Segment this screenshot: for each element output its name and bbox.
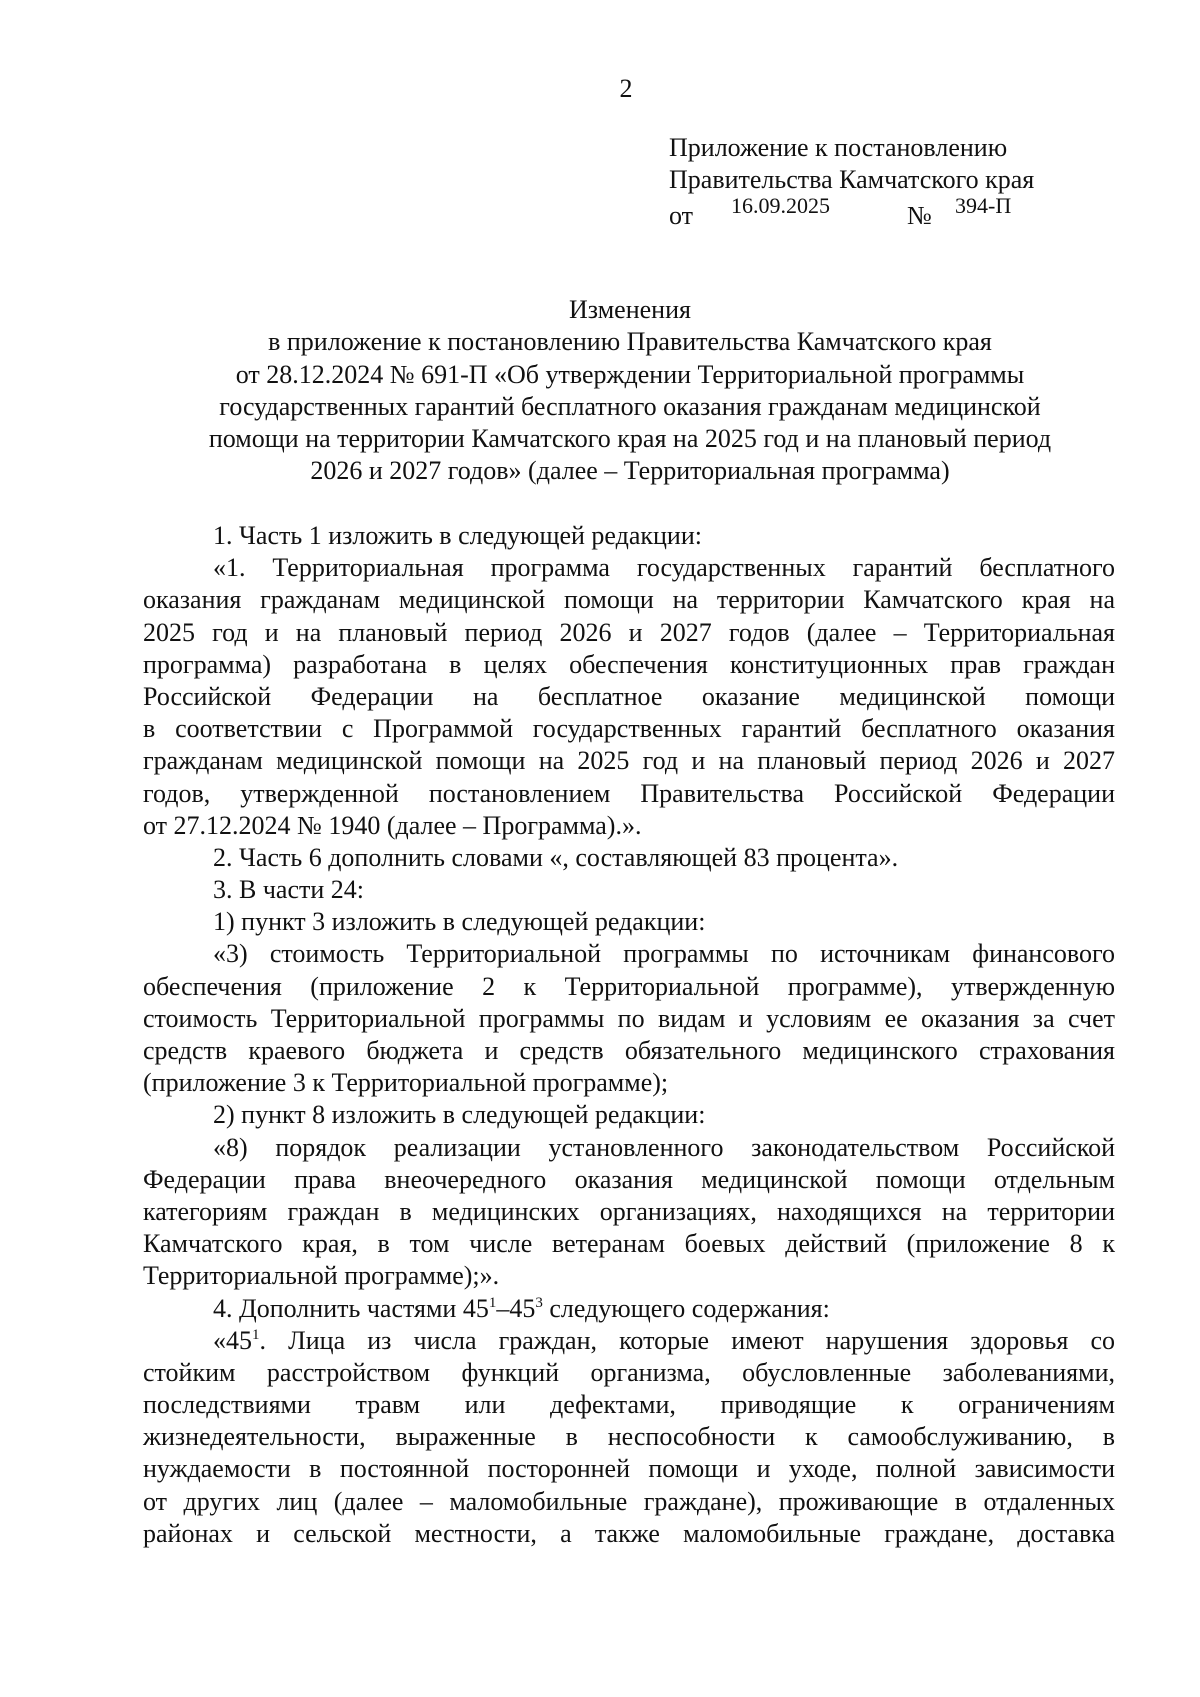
title-line: в приложение к постановлению Правительства Камчатского края — [268, 327, 992, 357]
body-line — [143, 1325, 1115, 1357]
body-line: Территориальной программе);». — [143, 1261, 500, 1291]
text-run: следующего содержания: — [542, 1293, 830, 1323]
superscript: 1 — [488, 1294, 497, 1311]
body-line — [143, 1293, 1115, 1325]
body-line: 1. Часть 1 изложить в следующей редакции: — [213, 521, 702, 550]
approval-block — [669, 132, 1149, 230]
text-run: «45 — [213, 1325, 252, 1355]
title-line: 2026 и 2027 годов» (далее – Территориальная программа) — [310, 456, 950, 486]
body-line: районах и сельской местности, а также маломобильные граждане, доставка — [143, 1518, 1115, 1548]
body-line: «8) порядок реализации установленного законодательством Российской — [213, 1132, 1115, 1162]
title-line: государственных гарантий бесплатного оказания гражданам медицинской — [219, 391, 1041, 421]
title-line: Изменения — [569, 295, 691, 324]
body-line: гражданам медицинской помощи на 2025 год и на плановый период 2026 и 2027 — [143, 746, 1115, 776]
approval-number-sign: № — [907, 201, 932, 230]
body-line: стоимость Территориальной программы по видам и условиям ее оказания за счет — [143, 1003, 1115, 1033]
body-line: от других лиц (далее – маломобильные граждане), проживающие в отдаленных — [143, 1486, 1115, 1516]
document-body — [143, 520, 1115, 1550]
body-line: обеспечения (приложение 2 к Территориальной программе), утвержденную — [143, 971, 1115, 1001]
title-line: от 28.12.2024 № 691-П «Об утверждении Территориальной программы — [235, 359, 1025, 389]
body-line: средств краевого бюджета и средств обязательного медицинского страхования — [143, 1036, 1115, 1065]
body-line: 2) пункт 8 изложить в следующей редакции: — [213, 1100, 706, 1130]
body-line: от 27.12.2024 № 1940 (далее – Программа).». — [143, 810, 642, 840]
approval-date-row — [669, 193, 1149, 230]
superscript: 1 — [252, 1326, 260, 1343]
body-line: Камчатского края, в том числе ветеранам боевых действий (приложение 8 к — [143, 1229, 1115, 1259]
text-run: . Лица из числа граждан, которые имеют нарушения здоровья со — [259, 1325, 1115, 1355]
body-line: жизнедеятельности, выраженные в неспособности к самообслуживанию, в — [143, 1422, 1115, 1452]
body-line: 1) пункт 3 изложить в следующей редакции: — [213, 907, 706, 937]
title-line: помощи на территории Камчатского края на 2025 год и на плановый период — [208, 424, 1052, 454]
body-line: оказания гражданам медицинской помощи на территории Камчатского края на — [143, 585, 1115, 615]
body-line: стойким расстройством функций организма, обусловленные заболеваниями, — [143, 1357, 1115, 1387]
body-line: 3. В части 24: — [213, 875, 364, 905]
body-line: категориям граждан в медицинских организациях, находящихся на территории — [143, 1196, 1115, 1226]
body-line: 2025 год и на плановый период 2026 и 2027 годов (далее – Территориальная — [143, 617, 1115, 647]
approval-line-2: Правительства Камчатского края — [669, 165, 1035, 194]
approval-number: 394-П — [955, 193, 1012, 218]
body-line: 2. Часть 6 дополнить словами «, составляющей 83 процента». — [213, 842, 899, 872]
body-line: «1. Территориальная программа государственных гарантий бесплатного — [213, 553, 1115, 583]
body-line: годов, утвержденной постановлением Правительства Российской Федерации — [143, 778, 1115, 808]
body-line: программа) разработана в целях обеспечения конституционных прав граждан — [143, 649, 1115, 679]
body-line: Федерации права внеочередного оказания медицинской помощи отдельным — [143, 1164, 1115, 1194]
text-run: 4. Дополнить частями 45 — [213, 1293, 489, 1323]
body-line: Российской Федерации на бесплатное оказание медицинской помощи — [143, 681, 1115, 711]
document-title — [150, 294, 1110, 488]
body-line: нуждаемости в постоянной посторонней помощи и уходе, полной зависимости — [143, 1454, 1115, 1484]
superscript: 3 — [535, 1294, 543, 1311]
approval-ot-label: от — [669, 201, 694, 230]
body-line: (приложение 3 к Территориальной программе); — [143, 1068, 669, 1098]
page-number: 2 — [619, 74, 633, 103]
approval-date: 16.09.2025 — [731, 193, 830, 218]
body-line: «3) стоимость Территориальной программы по источникам финансового — [213, 939, 1115, 969]
body-line: последствиями травм или дефектами, приводящие к ограничениям — [143, 1390, 1115, 1420]
text-run: –45 — [496, 1293, 536, 1323]
approval-line-1: Приложение к постановлению — [669, 133, 1008, 162]
body-line: в соответствии с Программой государственных гарантий бесплатного оказания — [143, 714, 1115, 744]
